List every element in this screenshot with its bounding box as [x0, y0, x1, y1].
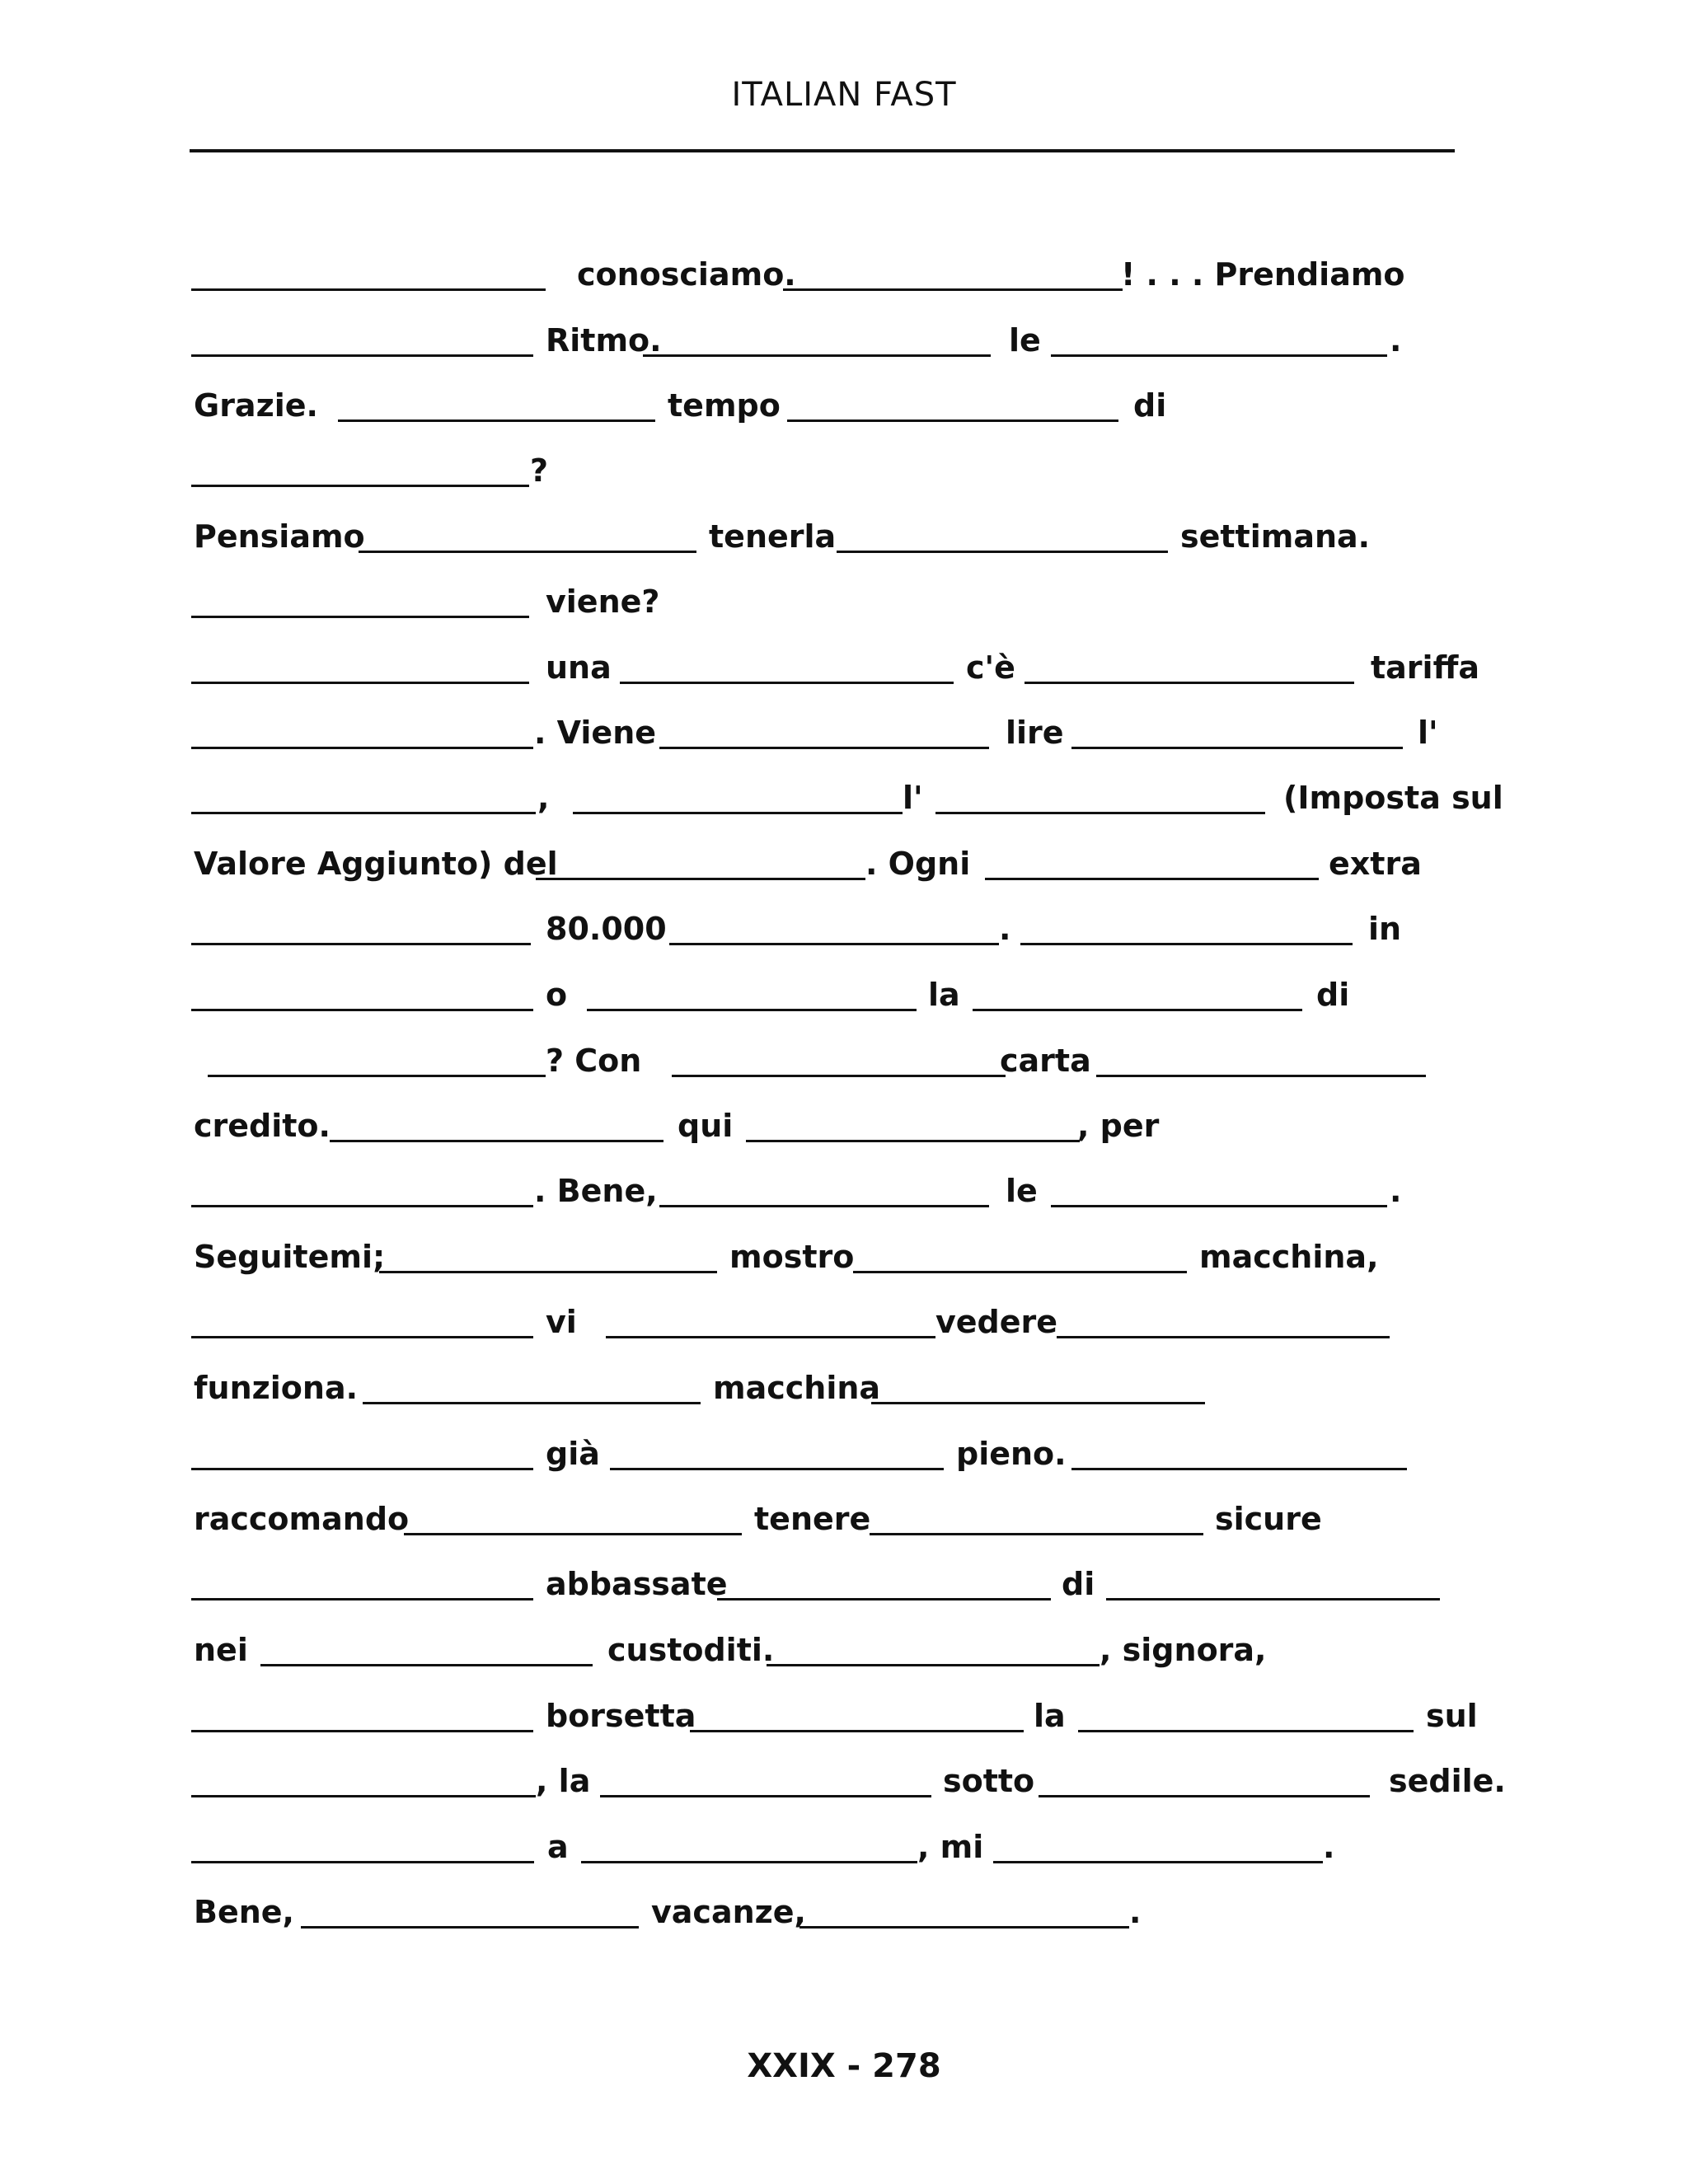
- exercise-line: [0, 1369, 1688, 1418]
- exercise-word: l': [903, 780, 923, 816]
- answer-blank: [260, 1664, 593, 1666]
- answer-blank: [643, 354, 991, 357]
- answer-blank: [985, 878, 1319, 880]
- exercise-line: [0, 714, 1688, 763]
- exercise-word: .: [1129, 1894, 1142, 1930]
- exercise-word: viene?: [546, 583, 660, 620]
- answer-blank: [746, 1140, 1080, 1142]
- exercise-word: , la: [536, 1763, 591, 1799]
- exercise-word: Grazie.: [194, 387, 318, 424]
- answer-blank: [379, 1271, 717, 1273]
- exercise-word: sicure: [1215, 1501, 1322, 1537]
- answer-blank: [191, 943, 531, 945]
- answer-blank: [659, 1205, 989, 1207]
- answer-blank: [191, 1861, 534, 1863]
- answer-blank: [610, 1468, 944, 1470]
- exercise-word: qui: [678, 1108, 734, 1144]
- exercise-word: la: [1034, 1698, 1066, 1734]
- exercise-line: [0, 1828, 1688, 1877]
- answer-blank: [1078, 1730, 1414, 1732]
- exercise-word: extra: [1329, 846, 1422, 882]
- answer-blank: [191, 1336, 533, 1338]
- exercise-word: macchina: [713, 1370, 881, 1406]
- exercise-word: . Ogni: [865, 846, 971, 882]
- answer-blank: [191, 485, 529, 487]
- exercise-line: [0, 1238, 1688, 1287]
- exercise-word: di: [1316, 977, 1350, 1013]
- answer-blank: [799, 1926, 1129, 1929]
- exercise-line: [0, 321, 1688, 371]
- exercise-word: funziona.: [194, 1370, 359, 1406]
- exercise-word: , signora,: [1100, 1632, 1267, 1668]
- exercise-word: vi: [546, 1304, 577, 1340]
- exercise-word: .: [999, 911, 1011, 947]
- exercise-word: tenere: [754, 1501, 871, 1537]
- answer-blank: [404, 1533, 742, 1535]
- exercise-word: Seguitemi;: [194, 1239, 386, 1275]
- answer-blank: [301, 1926, 639, 1929]
- exercise-word: a: [547, 1829, 569, 1865]
- exercise-word: sotto: [943, 1763, 1035, 1799]
- answer-blank: [191, 747, 533, 749]
- exercise-line: [0, 779, 1688, 828]
- exercise-line: [0, 452, 1688, 501]
- answer-blank: [1025, 682, 1354, 684]
- exercise-line: [0, 845, 1688, 894]
- answer-blank: [191, 1468, 533, 1470]
- answer-blank: [587, 1009, 917, 1011]
- exercise-line: [0, 1762, 1688, 1811]
- exercise-line: [0, 1697, 1688, 1746]
- exercise-word: .: [1323, 1829, 1335, 1865]
- exercise-word: conosciamo.: [577, 256, 796, 293]
- exercise-word: di: [1133, 387, 1167, 424]
- exercise-line: [0, 1435, 1688, 1484]
- exercise-word: settimana.: [1180, 518, 1371, 555]
- answer-blank: [1071, 747, 1403, 749]
- answer-blank: [606, 1336, 935, 1338]
- answer-blank: [620, 682, 954, 684]
- exercise-line: [0, 1172, 1688, 1221]
- answer-blank: [1039, 1795, 1370, 1797]
- exercise-word: tempo: [668, 387, 781, 424]
- exercise-word: ! . . . Prendiamo: [1121, 256, 1405, 293]
- exercise-word: le: [1006, 1173, 1038, 1209]
- answer-blank: [191, 288, 546, 291]
- answer-blank: [581, 1861, 917, 1863]
- answer-blank: [870, 1533, 1203, 1535]
- answer-blank: [717, 1598, 1051, 1601]
- answer-blank: [330, 1140, 663, 1142]
- exercise-word: .: [1390, 322, 1402, 359]
- exercise-line: [0, 649, 1688, 698]
- page-number: XXIX - 278: [747, 2047, 941, 2085]
- exercise-word: credito.: [194, 1108, 331, 1144]
- answer-blank: [871, 1402, 1205, 1404]
- answer-blank: [573, 812, 903, 814]
- answer-blank: [191, 682, 529, 684]
- exercise-word: ? Con: [546, 1043, 642, 1079]
- exercise-line: [0, 387, 1688, 436]
- answer-blank: [359, 551, 696, 553]
- exercise-word: sedile.: [1389, 1763, 1506, 1799]
- answer-blank: [191, 1009, 533, 1011]
- exercise-word: borsetta: [546, 1698, 696, 1734]
- exercise-word: c'è: [966, 649, 1015, 686]
- answer-blank: [191, 812, 536, 814]
- exercise-word: , mi: [917, 1829, 984, 1865]
- answer-blank: [690, 1730, 1024, 1732]
- exercise-word: in: [1368, 911, 1402, 947]
- exercise-word: mostro: [729, 1239, 855, 1275]
- exercise-word: l': [1418, 715, 1438, 751]
- exercise-word: (Imposta sul: [1283, 780, 1503, 816]
- exercise-word: sul: [1426, 1698, 1478, 1734]
- answer-blank: [1051, 1205, 1387, 1207]
- exercise-word: , per: [1077, 1108, 1160, 1144]
- answer-blank: [191, 1205, 533, 1207]
- exercise-line: [0, 1042, 1688, 1091]
- answer-blank: [787, 419, 1118, 422]
- exercise-word: custoditi.: [607, 1632, 775, 1668]
- exercise-line: [0, 1500, 1688, 1549]
- exercise-line: [0, 1303, 1688, 1352]
- answer-blank: [672, 1075, 1006, 1077]
- answer-blank: [935, 812, 1265, 814]
- exercise-word: macchina,: [1199, 1239, 1379, 1275]
- answer-blank: [208, 1075, 546, 1077]
- answer-blank: [191, 354, 533, 357]
- answer-blank: [338, 419, 655, 422]
- exercise-word: Ritmo.: [546, 322, 662, 359]
- exercise-line: [0, 1565, 1688, 1615]
- answer-blank: [837, 551, 1168, 553]
- exercise-line: [0, 518, 1688, 567]
- exercise-line: [0, 976, 1688, 1025]
- answer-blank: [363, 1402, 701, 1404]
- exercise-word: Pensiamo: [194, 518, 365, 555]
- answer-blank: [191, 1730, 533, 1732]
- answer-blank: [783, 288, 1123, 291]
- exercise-word: pieno.: [956, 1436, 1067, 1472]
- exercise-word: carta: [1000, 1043, 1091, 1079]
- exercise-word: Bene,: [194, 1894, 294, 1930]
- answer-blank: [191, 1598, 533, 1601]
- exercise-word: 80.000: [546, 911, 667, 947]
- exercise-word: già: [546, 1436, 600, 1472]
- exercise-word: . Viene: [534, 715, 657, 751]
- exercise-line: [0, 1631, 1688, 1680]
- exercise-word: Valore Aggiunto) del: [194, 846, 558, 882]
- answer-blank: [669, 943, 999, 945]
- exercise-word: di: [1062, 1566, 1095, 1602]
- exercise-word: . Bene,: [534, 1173, 658, 1209]
- exercise-line: [0, 1893, 1688, 1943]
- answer-blank: [973, 1009, 1302, 1011]
- exercise-word: vedere: [935, 1304, 1058, 1340]
- answer-blank: [536, 878, 865, 880]
- exercise-line: [0, 910, 1688, 959]
- answer-blank: [659, 747, 989, 749]
- exercise-word: ,: [537, 780, 550, 816]
- exercise-word: raccomando: [194, 1501, 410, 1537]
- exercise-word: .: [1390, 1173, 1402, 1209]
- exercise-word: tariffa: [1371, 649, 1479, 686]
- answer-blank: [853, 1271, 1187, 1273]
- exercise-word: lire: [1006, 715, 1064, 751]
- exercise-line: [0, 1107, 1688, 1156]
- exercise-word: tenerla: [709, 518, 837, 555]
- answer-blank: [1057, 1336, 1390, 1338]
- answer-blank: [1096, 1075, 1426, 1077]
- answer-blank: [1020, 943, 1353, 945]
- exercise-word: nei: [194, 1632, 248, 1668]
- exercise-word: una: [546, 649, 612, 686]
- exercise-word: o: [546, 977, 568, 1013]
- exercise-word: la: [928, 977, 960, 1013]
- exercise-word: abbassate: [546, 1566, 728, 1602]
- exercise-word: le: [1009, 322, 1041, 359]
- answer-blank: [600, 1795, 931, 1797]
- exercise-line: [0, 255, 1688, 305]
- answer-blank: [1051, 354, 1387, 357]
- answer-blank: [993, 1861, 1323, 1863]
- answer-blank: [1106, 1598, 1440, 1601]
- answer-blank: [1071, 1468, 1407, 1470]
- exercise-line: [0, 583, 1688, 632]
- answer-blank: [191, 1795, 536, 1797]
- answer-blank: [767, 1664, 1100, 1666]
- answer-blank: [191, 616, 529, 618]
- page-title: ITALIAN FAST: [731, 76, 957, 114]
- exercise-word: vacanze,: [651, 1894, 806, 1930]
- exercise-word: ?: [530, 452, 549, 489]
